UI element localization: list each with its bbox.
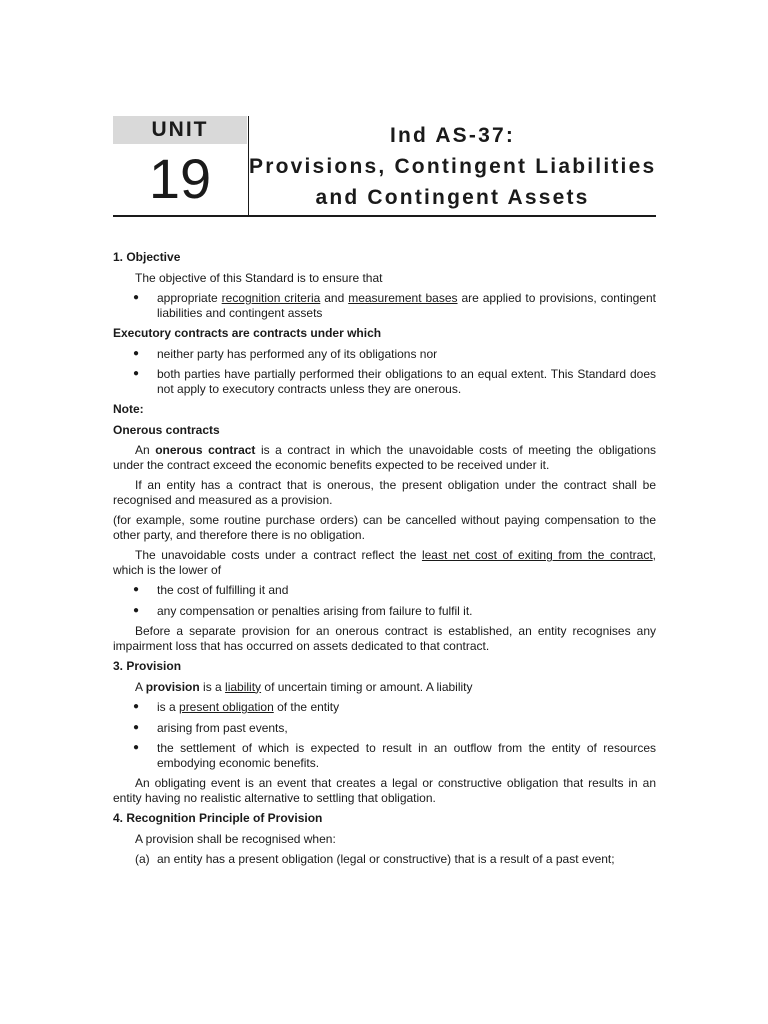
list-item: ● arising from past events, [133, 720, 288, 735]
paragraph: An onerous contract is a contract in which the unavoidable costs of meeting the obligations under the contract exceed the economic benefits expected to be received under it. [113, 443, 657, 472]
bullet-icon: ● [133, 721, 140, 733]
unit-box [113, 116, 249, 215]
paragraph: An obligating event is an event that creates a legal or constructive obligation that results in an entity having no realistic alternative to settling that obligation. [113, 776, 656, 805]
bullet-icon: ● [133, 368, 140, 379]
unit-header [113, 116, 656, 217]
list-item: (a) an entity has a present obligation (legal or constructive) that is a result of a past event; [135, 852, 615, 866]
paragraph: If an entity has a contract that is onerous, the present obligation under the contract shall be recognised and measured as a provision. [113, 478, 656, 507]
section-heading-objective: 1. Objective [113, 250, 181, 264]
section-heading-executory: Executory contracts are contracts under which [113, 326, 382, 340]
title-line-1: Ind AS-37: [389, 124, 516, 147]
bullet-icon: ● [133, 347, 140, 359]
bullet-icon: ● [133, 742, 140, 753]
bullet-icon: ● [133, 701, 140, 712]
list-item: ● appropriate recognition criteria and measurement bases are applied to provisions, contingent liabilities and contingent assets [133, 291, 656, 320]
unit-title [249, 120, 656, 213]
title-line-3: and Contingent Assets [315, 186, 590, 209]
note-heading: Note: [113, 402, 144, 416]
list-item: ● neither party has performed any of its obligations nor [133, 346, 438, 361]
objective-intro: The objective of this Standard is to ensure that [135, 270, 383, 285]
paragraph: A provision is a liability of uncertain timing or amount. A liability [135, 679, 473, 694]
document-body [113, 250, 656, 867]
paragraph: (for example, some routine purchase orders) can be cancelled without paying compensation to the other party, and therefore there is no obligation. [113, 513, 656, 542]
paragraph: A provision shall be recognised when: [135, 831, 336, 846]
list-item: ● any compensation or penalties arising from failure to fulfil it. [133, 603, 473, 618]
title-line-2: Provisions, Contingent Liabilities [249, 155, 657, 178]
bullet-icon: ● [133, 584, 140, 595]
unit-label: UNIT [113, 116, 247, 144]
section-heading-provision: 3. Provision [113, 659, 182, 673]
bullet-icon: ● [133, 292, 140, 303]
section-heading-onerous: Onerous contracts [113, 422, 220, 437]
list-item: ● both parties have partially performed their obligations to an equal extent. This Standard does not apply to executory contracts unless they are onerous. [133, 367, 656, 396]
list-item: ● the settlement of which is expected to result in an outflow from the entity of resources embodying economic benefits. [133, 741, 656, 770]
paragraph: The unavoidable costs under a contract reflect the least net cost of exiting from the contract, which is the lower of [113, 548, 657, 577]
section-heading-recognition: 4. Recognition Principle of Provision [113, 811, 323, 825]
unit-number: 19 [148, 147, 212, 210]
bullet-icon: ● [133, 604, 140, 616]
list-item: ● is a present obligation of the entity [133, 700, 340, 714]
list-item: ● the cost of fulfilling it and [133, 583, 289, 597]
paragraph: Before a separate provision for an onerous contract is established, an entity recognises any impairment loss that has occurred on assets dedicated to that contract. [113, 624, 656, 653]
list-label: (a) [135, 852, 150, 866]
